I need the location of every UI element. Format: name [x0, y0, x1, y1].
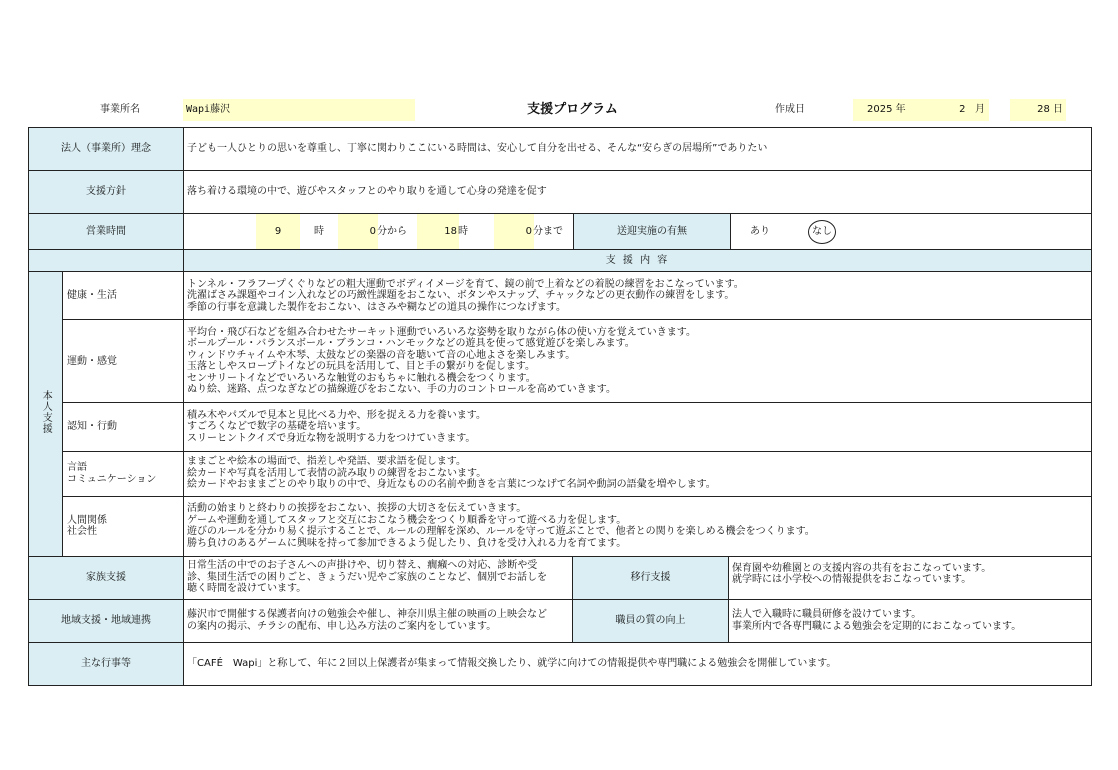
policy-row: [29, 171, 1092, 214]
self-row-content: [184, 451, 1092, 496]
content-line: 就学時には小学校への情報提供をおこなっています。: [732, 574, 972, 586]
self-row-label-line: 健康・生活: [67, 290, 117, 301]
content-line: ボールプール・バランスボール・ブランコ・ハンモックなどの遊具を使って感覚遊びを楽しみます。: [187, 338, 635, 350]
content-line: 勝ち負けのあるゲームに興味を持って参加できるよう促したり、負けを受け入れる力を育てます。: [187, 537, 627, 549]
content-line: 洗濯ばさみ課題やコイン入れなどの巧緻性課題をおこない、ボタンやスナップ、チャックなどの更衣動作の練習をします。: [187, 290, 735, 301]
content-line: 事業所内で各専門職による勉強会を定期的におこなっています。: [732, 620, 1022, 632]
from-unit: 分から: [377, 225, 407, 237]
staff-content: [729, 599, 1092, 642]
content-line: 藤沢市で開催する保護者向けの勉強会や催し、神奈川県主催の映画の上映会など: [187, 609, 547, 621]
self-row-content: [184, 272, 1092, 320]
created-month: [931, 99, 989, 121]
content-line: 日常生活の中でのお子さんへの声掛けや、切り替え、癇癪への対応、診断や受: [187, 560, 538, 572]
content-line: ウィンドウチャイムや木琴、太鼓などの楽器の音を聴いて音の心地よさを楽しみます。: [187, 349, 576, 361]
end-hour: 18: [417, 214, 459, 249]
self-row-label-line: 認知・行動: [67, 421, 117, 433]
events-text: 「CAFÉ Wapi」と称して、年に２回以上保護者が集まって情報交換したり、就学に向けての情報提供や専門職による勉強会を開催しています。: [184, 642, 1092, 685]
self-row-label-line: 社会性: [67, 526, 97, 538]
day-value: 28: [1037, 104, 1050, 115]
transport-no-circle: なし: [808, 220, 836, 244]
content-line: 診、集団生活での困りごと、きょうだい児やご家族のことなど、個別でお話しを: [187, 571, 547, 583]
content-line: 活動の始まりと終わりの挨拶をおこない、挨拶の大切さを伝えていきます。: [187, 503, 527, 515]
content-header: 支 援 内 容: [184, 250, 1092, 272]
content-line: 平均台・飛び石などを組み合わせたサーキット運動でいろいろな姿勢を取りながら体の使い方を覚えていきます。: [187, 326, 696, 338]
content-line: 保育園や幼稚園との支援内容の共有をおこなっています。: [732, 562, 992, 574]
created-year: [853, 99, 931, 121]
policy-text: 落ち着ける環境の中で、遊びやスタッフとのやり取りを通して心身の発達を促す: [184, 171, 1092, 214]
staff-label: 職員の質の向上: [573, 599, 729, 642]
family-label: 家族支援: [29, 556, 184, 599]
self-support-row: [29, 403, 1092, 451]
transition-label: 移行支援: [573, 556, 729, 599]
office-name: Wapi藤沢: [183, 99, 415, 121]
community-label: 地域支援・地域連携: [29, 599, 184, 642]
day-unit: 日: [1053, 104, 1063, 115]
content-line: トンネル・フラフープくぐりなどの粗大運動でボディイメージを育て、鏡の前で上着などの着脱の練習をおこなっています。: [187, 278, 744, 290]
content-line: ゲームや運動を通してスタッフと交互におこなう機会をつくり順番を守って遊べる力を促します。: [187, 514, 627, 526]
content-header-spacer: [29, 250, 184, 272]
content-line: すごろくなどで数字の基礎を培います。: [187, 421, 367, 433]
content-line: 季節の行事を意識した製作をおこない、はさみや糊などの道具の操作につなげます。: [187, 301, 566, 313]
content-line: 積み木やパズルで見本と見比べる力や、形を捉える力を養います。: [187, 409, 486, 421]
self-support-row: [29, 451, 1092, 496]
policy-label: 支援方針: [29, 171, 184, 214]
transition-content: [729, 556, 1092, 599]
philosophy-row: [29, 128, 1092, 171]
community-content: [184, 599, 573, 642]
end-hour-unit: 時: [458, 225, 468, 237]
until-unit: 分まで: [533, 225, 563, 237]
self-support-row: [29, 496, 1092, 556]
self-row-label-line: コミュニケーション: [67, 473, 157, 485]
content-line: 絵カードや写真を活用して表情の読み取りの練習をおこないます。: [187, 467, 487, 479]
events-row: [29, 642, 1092, 685]
self-row-label-line: 人間関係: [67, 514, 107, 526]
hours-cell: [184, 214, 1092, 250]
community-staff-row: [29, 599, 1092, 642]
self-support-label: [29, 272, 63, 556]
events-label: 主な行事等: [29, 642, 184, 685]
content-line: 聴く時間を設けています。: [187, 583, 307, 595]
hours-label: 営業時間: [29, 214, 184, 250]
transport-no: [808, 214, 848, 249]
created-day: [1010, 99, 1066, 121]
self-row-content: [184, 403, 1092, 451]
family-content: [184, 556, 573, 599]
hours-row: [29, 214, 1092, 250]
month-unit: 月: [975, 104, 985, 115]
self-row-label-line: 運動・感覚: [67, 355, 117, 367]
content-line: スリーヒントクイズで身近な物を説明する力をつけていきます。: [187, 432, 476, 444]
philosophy-label: 法人（事業所）理念: [29, 128, 184, 171]
year-unit: 年: [895, 104, 906, 115]
hour-unit: 時: [314, 225, 324, 237]
content-line: 玉落としやスロープトイなどの玩具を活用して、目と手の繋がりを促します。: [187, 361, 535, 373]
family-transition-row: [29, 556, 1092, 599]
page-title: 支援プログラム: [527, 102, 618, 117]
self-row-label: [63, 451, 184, 496]
self-row-label-line: 言語: [67, 462, 87, 474]
content-line: ぬり絵、迷路、点つなぎなどの描線遊びをおこない、手の力のコントロールを高めていきます。: [187, 384, 616, 396]
content-line: 法人で入職時に職員研修を設けています。: [732, 609, 922, 621]
philosophy-text: 子ども一人ひとりの思いを尊重し、丁寧に関わりここにいる時間は、安心して自分を出せる、そんな“安らぎの居場所”でありたい: [184, 128, 1092, 171]
self-support-row: [29, 272, 1092, 320]
content-line: ままごとや絵本の場面で、指差しや発語、要求語を促します。: [187, 456, 466, 468]
self-row-label: [63, 403, 184, 451]
office-label: 事業所名: [100, 104, 140, 115]
self-row-label: [63, 272, 184, 320]
end-minute: 0: [494, 214, 534, 249]
self-row-content: [184, 320, 1092, 403]
content-line: 絵カードやおままごとのやり取りの中で、身近なものの名前や動きを言葉につなげて名詞や動詞の語彙を増やします。: [187, 479, 716, 491]
transport-label: 送迎実施の有無: [573, 214, 731, 249]
content-line: の案内の掲示、チラシの配布、申し込み方法のご案内をしています。: [187, 620, 497, 632]
content-header-row: [29, 250, 1092, 272]
self-support-label-text: 本人支援: [40, 390, 52, 435]
created-label: 作成日: [775, 104, 805, 115]
self-support-row: [29, 320, 1092, 403]
self-row-label: [63, 320, 184, 403]
year-value: 2025: [867, 104, 893, 115]
self-row-content: [184, 496, 1092, 556]
start-hour: 9: [256, 214, 300, 249]
content-line: 遊びのルールを分かり易く提示することで、ルールの理解を深め、ルールを守って遊ぶことで、他者との関りを楽しめる機会をつくります。: [187, 526, 815, 538]
month-value: 2: [959, 104, 966, 115]
content-line: センサリートイなどでいろいろな触覚のおもちゃに触れる機会をつくります。: [187, 372, 536, 384]
start-minute: 0: [338, 214, 378, 249]
self-row-label: [63, 496, 184, 556]
support-program-table: [28, 127, 1092, 686]
transport-yes: あり: [750, 225, 770, 237]
